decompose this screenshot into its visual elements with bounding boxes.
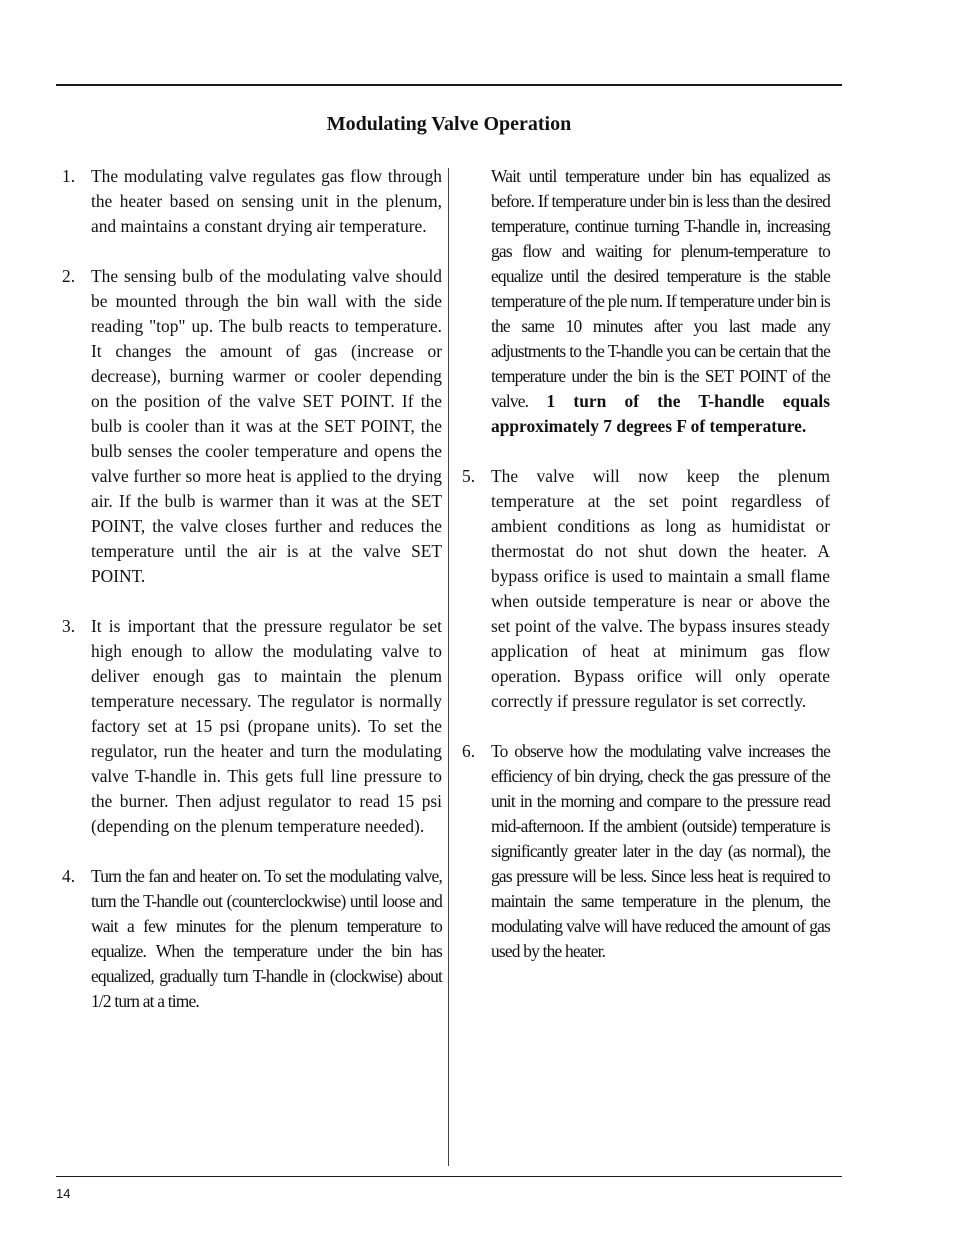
- item-number: 5.: [462, 466, 476, 486]
- list-item-5: [462, 464, 830, 714]
- item-number: 4.: [62, 866, 76, 886]
- right-column: [462, 164, 830, 964]
- continuation-bold-text: 1 turn of the T-handle equals approximately 7 degrees F of temperature.: [491, 391, 830, 436]
- item-text: It is important that the pressure regulator be set high enough to allow the modulating valve to deliver enough gas to maintain the plenum temperature necessary. The regulator is normally factory set at 15 psi (propane units). To set the regulator, run the heater and turn the modulating valve T-handle in. This gets full line pressure to the burner. Then adjust regulator to read 15 psi (depending on the plenum temperature needed).: [91, 616, 442, 836]
- list-item-4: [62, 864, 442, 1014]
- continuation-text: Wait until temperature under bin has equalized as before. If temperature under bin is less than the desired temperature, continue turning T-handle in, increasing gas flow and waiting for plenum-temperature to equalize until the desired temperature is the stable temperature of the ple num. If temperature under bin is the same 10 minutes after you last made any adjustments to the T-handle you can be certain that the temperature under the bin is the SET POINT of the valve.: [491, 166, 830, 411]
- item-text: Turn the fan and heater on. To set the modulating valve, turn the T-handle out (counterclockwise) until loose and wait a few minutes for the plenum temperature to equalize. When the temperature under the bin has equalized, gradually turn T-handle in (clockwise) about 1/2 turn at a time.: [91, 866, 442, 1011]
- bottom-rule: [56, 1176, 842, 1177]
- page-number: 14: [56, 1186, 71, 1201]
- item-number: 2.: [62, 266, 76, 286]
- top-rule: [56, 84, 842, 86]
- item-text: The sensing bulb of the modulating valve should be mounted through the bin wall with the side reading "top" up. The bulb reacts to temperature. It changes the amount of gas (increase or decrease), burning warmer or cooler depending on the position of the valve SET POINT. If the bulb is cooler than it was at the SET POINT, the bulb senses the cooler temperature and opens the valve further so more heat is applied to the drying air. If the bulb is warmer than it was at the SET POINT, the valve closes further and reduces the temperature until the air is at the valve SET POINT.: [91, 266, 442, 586]
- list-item-3: [62, 614, 442, 839]
- page-title: Modulating Valve Operation: [326, 113, 572, 135]
- column-divider: [448, 168, 449, 1166]
- list-item-2: [62, 264, 442, 589]
- list-item-1: [62, 164, 442, 239]
- item-4-continuation: [462, 164, 830, 439]
- list-item-6: [462, 739, 830, 964]
- item-number: 3.: [62, 616, 76, 636]
- left-column: [62, 164, 442, 1014]
- item-text: The valve will now keep the plenum temperature at the set point regardless of ambient conditions as long as humidistat or thermostat do not shut down the heater. A bypass orifice is used to maintain a small flame when outside temperature is near or above the set point of the valve. The bypass insures steady application of heat at minimum gas flow operation. Bypass orifice will only operate correctly if pressure regulator is set correctly.: [491, 466, 830, 711]
- item-number: 6.: [462, 741, 476, 761]
- item-text: To observe how the modulating valve increases the efficiency of bin drying, check the gas pressure of the unit in the morning and compare to the pressure read mid-afternoon. If the ambient (outside) temperature is significantly greater later in the day (as normal), the gas pressure will be less. Since less heat is required to maintain the same temperature in the plenum, the modulating valve will have reduced the amount of gas used by the heater.: [491, 741, 830, 961]
- item-text: The modulating valve regulates gas flow through the heater based on sensing unit in the plenum, and maintains a constant drying air temperature.: [91, 166, 442, 236]
- item-number: 1.: [62, 166, 76, 186]
